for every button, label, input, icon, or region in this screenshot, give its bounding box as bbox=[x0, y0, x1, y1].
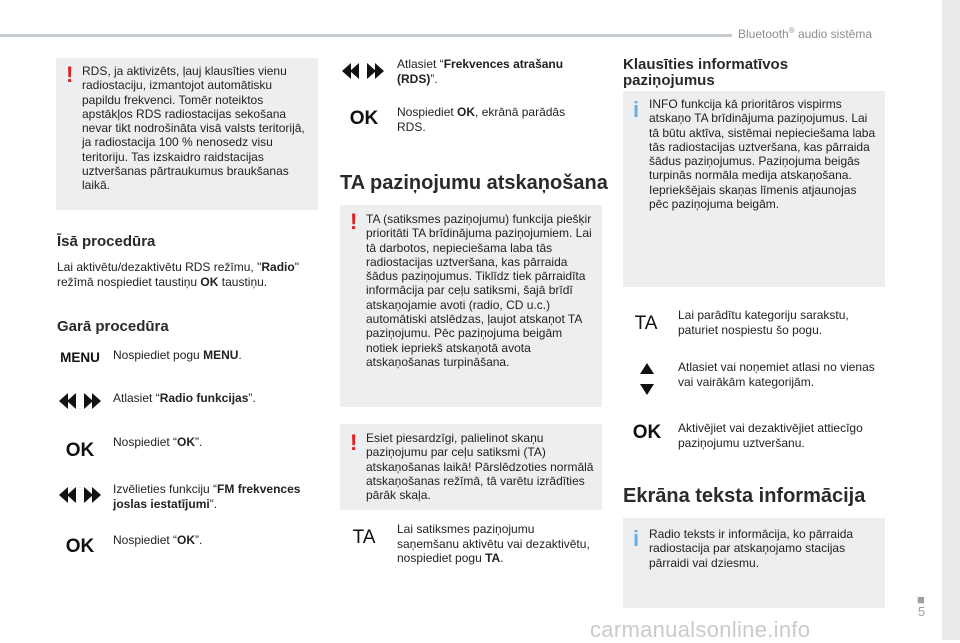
up-down-triangles-icon bbox=[635, 362, 659, 396]
page-number: 5 bbox=[918, 604, 926, 619]
step-hold-ta: Lai parādītu kategoriju sarakstu, paturiet nospiestu šo pogu. bbox=[678, 308, 849, 337]
step-toggle-announcements: Aktivējiet vai dezaktivējiet attiecīgo paziņojumu uztveršanu. bbox=[678, 421, 863, 450]
page-header-title: Bluetooth® audio sistēma bbox=[738, 26, 872, 41]
info-i-icon: i bbox=[633, 526, 640, 551]
screen-text-heading: Ekrāna teksta informācija bbox=[623, 485, 866, 507]
warning-exclamation-icon: ! bbox=[66, 62, 74, 87]
warning-exclamation-icon: ! bbox=[350, 430, 358, 455]
long-procedure-heading: Garā procedūra bbox=[57, 318, 169, 335]
page-marker: ■ bbox=[917, 592, 925, 607]
short-procedure-heading: Īsā procedūra bbox=[57, 233, 156, 250]
step-select-fm-settings: Izvēlieties funkciju “FM frekvences joslas iestatījumi”. bbox=[113, 482, 301, 511]
seek-left-right-arrows-icon bbox=[58, 390, 102, 412]
seek-left-right-arrows-icon bbox=[340, 60, 386, 82]
ok-key-icon: OK bbox=[65, 536, 95, 557]
step-select-categories: Atlasiet vai noņemiet atlasi no vienas vai vairākām kategorijām. bbox=[678, 360, 875, 389]
step-press-ok-rds: Nospiediet OK, ekrānā parādās RDS. bbox=[397, 105, 566, 134]
info-function-text: INFO funkcija kā prioritāros vispirms atskaņo TA brīdinājuma paziņojumus. Lai tā būtu aktīva, sistēmai nepieciešama laba tās radiostacijas uztveršana, kas pārraida šādus paziņojumus. Paziņojuma beigās turpinās normāla medija atskaņošana. Iepriekšējais skaņas līmenis atjaunojas pēc paziņojuma beigām. bbox=[649, 97, 876, 212]
ta-section-heading: TA paziņojumu atskaņošana bbox=[340, 172, 608, 194]
ta-warning-box bbox=[340, 205, 602, 407]
screen-text-info: Radio teksts ir informācija, ko pārraida radiostacija par atskaņojamo stacijas pārraidi vai dziesmu. bbox=[649, 527, 854, 570]
ok-key-icon: OK bbox=[632, 422, 662, 443]
step-press-ok: Nospiediet “OK”. bbox=[113, 435, 203, 449]
ta-key-icon: TA bbox=[352, 527, 376, 548]
screen-text-info-box bbox=[623, 518, 885, 608]
ok-key-icon: OK bbox=[349, 108, 379, 129]
info-announcements-heading: Klausīties informatīvos paziņojumus bbox=[623, 56, 789, 89]
ok-key-icon: OK bbox=[65, 440, 95, 461]
ta-key-icon: TA bbox=[634, 313, 658, 334]
ta-warning-text: TA (satiksmes paziņojumu) funkcija piešķir prioritāti TA brīdinājuma paziņojumiem. Lai tā darbotos, nepieciešama laba tās radiostacijas uztveršana, kas pārraida šādus paziņojumus. Tiklīdz tiek pārraidīta informācija par ceļu satiksmi, šajā brīdī atskaņojamie avoti (radio, CD u.c.) automātiski atslēdzas, ļaujot atskaņot TA paziņojumu. Pēc paziņojuma beigām notiek iepriekš atskaņotā avota atskaņošanas turpināšana. bbox=[366, 212, 592, 369]
info-i-icon: i bbox=[633, 97, 640, 122]
step-select-radio-functions: Atlasiet “Radio funkcijas”. bbox=[113, 391, 256, 405]
seek-left-right-arrows-icon bbox=[58, 484, 102, 506]
rds-warning-text: RDS, ja aktivizēts, ļauj klausīties vienu radiostaciju, izmantojot automātisku papildu frekvenci. Tomēr noteiktos apstākļos RDS radiostacijas sekošana nevar tikt nodrošināta visā valsts teritorijā, ja radiostacija 100 % nenosedz visu teritoriju. Tas izskaidro raidstacijas uztveršanas pārtraukumus braukšanas laikā. bbox=[82, 64, 305, 193]
watermark: carmanualsonline.info bbox=[590, 617, 811, 642]
short-procedure-text: Lai aktivētu/dezaktivētu RDS režīmu, "Radio" režīmā nospiediet taustiņu OK taustiņu. bbox=[57, 260, 299, 289]
info-function-box bbox=[623, 91, 885, 287]
header-rule bbox=[0, 34, 732, 37]
volume-warning-box bbox=[340, 424, 602, 510]
side-strip bbox=[942, 0, 960, 640]
step-select-rds: Atlasiet “Frekvences atrašanu (RDS)”. bbox=[397, 57, 564, 86]
rds-warning-box bbox=[56, 58, 318, 210]
warning-exclamation-icon: ! bbox=[350, 209, 358, 234]
volume-warning-text: Esiet piesardzīgi, palielinot skaņu paziņojumu par ceļu satiksmi (TA) atskaņošanas laikā! Pārslēdzoties normālā atskaņošanas režīmā, tā varētu izrādīties pārāk skaļa. bbox=[366, 431, 594, 503]
menu-key-icon: MENU bbox=[60, 349, 100, 365]
step-press-menu: Nospiediet pogu MENU. bbox=[113, 348, 242, 362]
step-press-ta: Lai satiksmes paziņojumu saņemšanu aktivētu vai dezaktivētu, nospiediet pogu TA. bbox=[397, 522, 590, 565]
step-press-ok-2: Nospiediet “OK”. bbox=[113, 533, 203, 547]
